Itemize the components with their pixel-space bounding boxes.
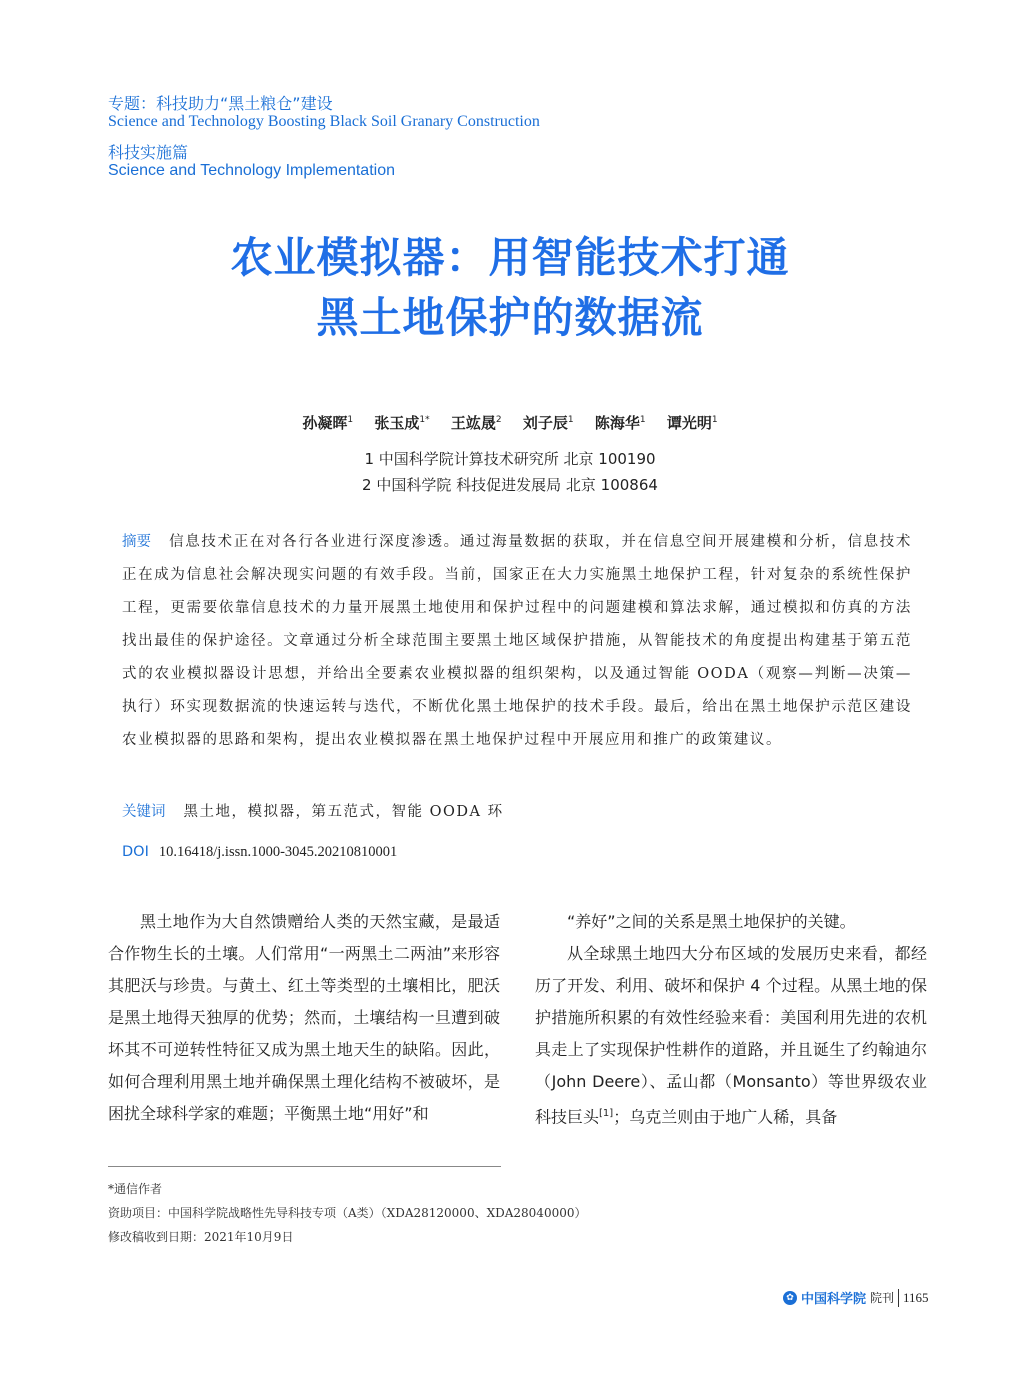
author-affiliation-mark: 1 <box>639 415 646 425</box>
article-title-line-1: 农业模拟器：用智能技术打通 <box>230 233 790 282</box>
author <box>302 414 353 432</box>
body-paragraph <box>535 938 927 1133</box>
author-affiliation-mark: 1* <box>419 415 430 425</box>
author <box>374 414 429 432</box>
footnote-funding: 资助项目：中国科学院战略性先导科技专项（A类）（XDA28120000、XDA28040000） <box>108 1206 587 1220</box>
cas-logo-icon: ✿ <box>783 1291 797 1305</box>
author-name: 王竑晟 <box>450 414 496 432</box>
body-paragraph: 黑土地作为大自然馈赠给人类的天然宝藏，是最适合作物生长的土壤。人们常用“一两黑土二两油”来形容其肥沃与珍贵。与黄土、红土等类型的土壤相比，肥沃是黑土地得天独厚的优势；然而，土壤结构一旦遭到破坏其不可逆转性特征又成为黑土地天生的缺陷。因此，如何合理利用黑土地并确保黑土理化结构不被破坏，是困扰全球科学家的难题；平衡黑土地“用好”和 <box>108 912 500 1123</box>
journal-logo-text: 中国科学院 <box>801 1292 867 1307</box>
doi-value[interactable]: 10.16418/j.issn.1000-3045.20210810001 <box>158 844 398 860</box>
body-column-left <box>108 906 500 1130</box>
affiliation-1: 1 中国科学院计算技术研究所 北京 100190 <box>364 450 656 468</box>
footnote-received-date: 修改稿收到日期：2021年10月9日 <box>108 1230 294 1244</box>
page-number: 1165 <box>903 1289 929 1305</box>
doi-label: DOI <box>122 844 149 860</box>
author-affiliation-mark: 1 <box>567 415 574 425</box>
footnote-divider <box>108 1166 501 1167</box>
author-affiliation-mark: 1 <box>711 415 718 425</box>
journal-name: 院刊 <box>870 1291 895 1305</box>
page-footer <box>783 1288 929 1307</box>
keywords <box>122 800 504 821</box>
body-paragraph-continued: “养好”之间的关系是黑土地保护的关键。 <box>567 912 856 931</box>
author <box>523 414 574 432</box>
body-column-right <box>535 906 927 1133</box>
section-title-en: Science and Technology Implementation <box>108 162 395 179</box>
abstract <box>122 526 912 757</box>
topic-title-cn: 专题：科技助力“黑土粮仓”建设 <box>108 94 333 113</box>
body-text: ；乌克兰则由于地广人稀，具备 <box>613 1107 838 1127</box>
author <box>667 414 718 432</box>
footnote-corresponding-author: *通信作者 <box>108 1182 163 1196</box>
author-name: 张玉成 <box>374 414 420 432</box>
abstract-label: 摘要 <box>122 534 152 550</box>
article-title-line-2: 黑土地保护的数据流 <box>316 293 704 342</box>
body-text: 从全球黑土地四大分布区域的发展历史来看，都经历了开发、利用、破坏和保护 4 个过程。从黑土地的保护措施所积累的有效性经验来看：美国利用先进的农机具走上了实现保护性耕作的道路，并且诞生了约翰迪尔（John Deere）、孟山都（Monsanto）等世界级农业科技巨头 <box>535 944 927 1127</box>
author-list <box>0 412 1020 433</box>
author-name: 谭光明 <box>666 414 712 432</box>
affiliation-2: 2 中国科学院 科技促进发展局 北京 100864 <box>362 476 658 494</box>
author-name: 孙凝晖 <box>302 414 348 432</box>
author <box>595 414 646 432</box>
keywords-text: 黑土地，模拟器，第五范式，智能 OODA 环 <box>183 804 504 820</box>
citation-ref[interactable]: [1] <box>599 1108 614 1119</box>
author-affiliation-mark: 2 <box>495 415 502 425</box>
author-name: 刘子辰 <box>522 414 568 432</box>
abstract-text: 信息技术正在对各行各业进行深度渗透。通过海量数据的获取，并在信息空间开展建模和分析，信息技术正在成为信息社会解决现实问题的有效手段。当前，国家正在大力实施黑土地保护工程，针对复杂的系统性保护工程，更需要依靠信息技术的力量开展黑土地使用和保护过程中的问题建模和算法求解，通过模拟和仿真的方法找出最佳的保护途径。文章通过分析全球范围主要黑土地区域保护措施，从智能技术的角度提出构建基于第五范式的农业模拟器设计思想，并给出全要素农业模拟器的组织架构，以及通过智能 OODA（观察—判断—决策—执行）环实现数据流的快速运转与迭代，不断优化黑土地保护的技术手段。最后，给出在黑土地保护示范区建设农业模拟器的思路和架构，提出农业模拟器在黑土地保护过程中开展应用和推广的政策建议。 <box>122 534 912 748</box>
author-affiliation-mark: 1 <box>347 415 354 425</box>
doi <box>122 844 397 861</box>
author <box>451 414 502 432</box>
footer-divider <box>898 1289 899 1307</box>
keywords-label: 关键词 <box>122 804 166 820</box>
topic-title-en: Science and Technology Boosting Black Soil Granary Construction <box>108 113 540 130</box>
section-title-cn: 科技实施篇 <box>108 143 189 162</box>
author-name: 陈海华 <box>594 414 640 432</box>
